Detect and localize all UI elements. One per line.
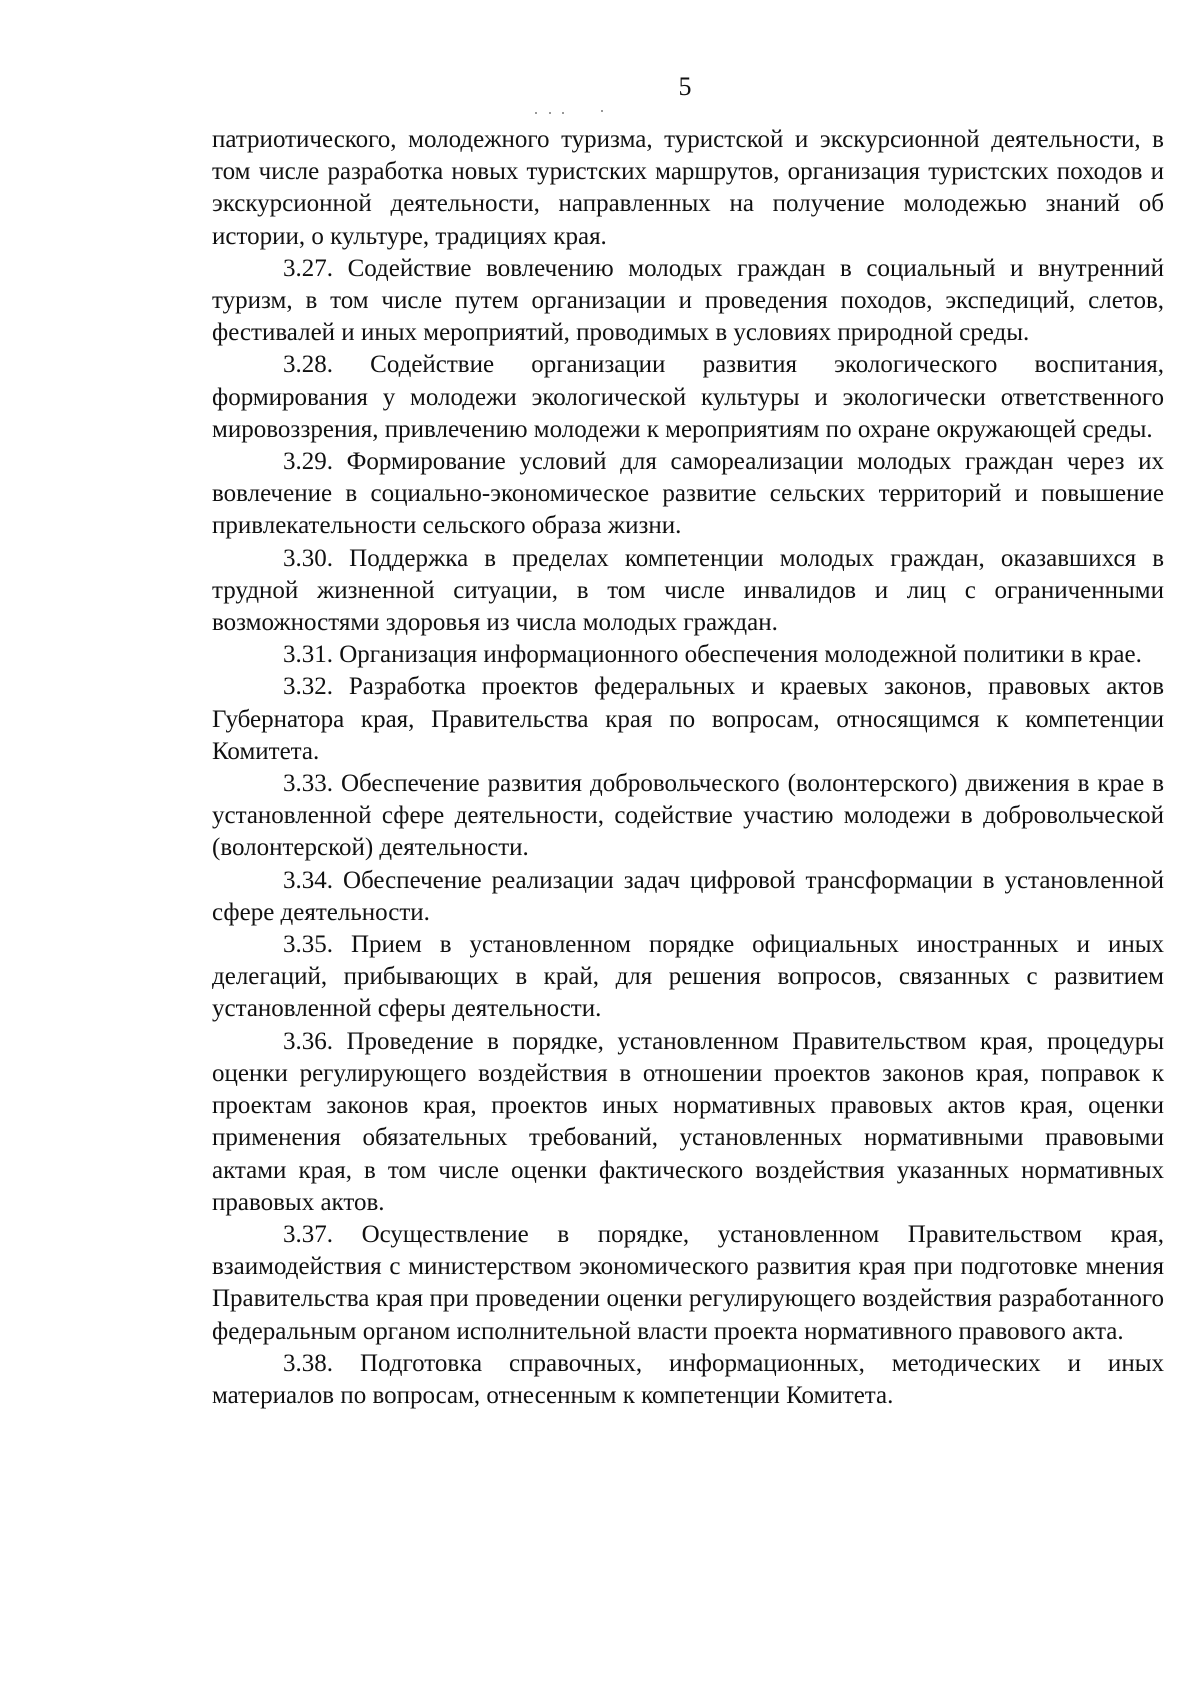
paragraph-number: 3.35. <box>283 931 333 959</box>
paragraph-number: 3.30. <box>283 544 333 572</box>
paragraph-number: 3.37. <box>283 1220 333 1248</box>
paragraph-3-32 <box>212 671 1164 768</box>
document-body <box>212 124 1164 1412</box>
paragraph-3-31 <box>212 639 1164 671</box>
paragraph-text: Содействие вовлечению молодых граждан в социальный и внутренний туризм, в том числе путем организации и проведения походов, экспедиций, слетов, фестивалей и иных мероприятий, проводимых в условиях природной среды. <box>212 254 1164 347</box>
paragraph-3-37 <box>212 1219 1164 1348</box>
paragraph-number: 3.33. <box>283 770 333 798</box>
paragraph-number: 3.27. <box>283 254 333 282</box>
paragraph-text: патриотического, молодежного туризма, туристской и экскурсионной деятельности, в том числе разработка новых туристских маршрутов, организация туристских походов и экскурсионной деятельности, направленных на получение молодежью знаний об истории, о культуре, традициях края. <box>212 126 1164 250</box>
paragraph-text: Прием в установленном порядке официальных иностранных и иных делегаций, прибывающих в край, для решения вопросов, связанных с развитием установленной сферы деятельности. <box>212 931 1164 1023</box>
paragraph-number: 3.28. <box>283 351 333 379</box>
paragraph-number: 3.34. <box>283 866 333 894</box>
paragraph-text: Поддержка в пределах компетенции молодых граждан, оказавшихся в трудной жизненной ситуации, в том числе инвалидов и лиц с ограниченными возможностями здоровья из числа молодых граждан. <box>212 544 1165 637</box>
paragraph-text: Подготовка справочных, информационных, методических и иных материалов по вопросам, отнесенным к компетенции Комитета. <box>212 1349 1164 1409</box>
paragraph-3-38 <box>212 1348 1164 1412</box>
paragraph-3-28 <box>212 349 1164 446</box>
paragraph-text: Обеспечение развития добровольческого (волонтерского) движения в крае в установленной сфере деятельности, содействие участию молодежи в добровольческой (волонтерской) деятельности. <box>212 770 1164 862</box>
paragraph-number: 3.32. <box>283 673 333 701</box>
paragraph-number: 3.31. <box>283 641 333 669</box>
paragraph-number: 3.38. <box>283 1349 333 1377</box>
paragraph-number: 3.36. <box>283 1027 333 1055</box>
paragraph-continuation <box>212 124 1164 253</box>
paragraph-3-29 <box>212 446 1164 543</box>
paragraph-3-33 <box>212 768 1164 865</box>
paragraph-text: Содействие организации развития экологического воспитания, формирования у молодежи экологической культуры и экологически ответственного мировоззрения, привлечению молодежи к мероприятиям по охране окружающей среды. <box>212 351 1165 443</box>
scan-artifact <box>535 112 605 116</box>
paragraph-3-34 <box>212 865 1164 929</box>
paragraph-3-36 <box>212 1026 1164 1219</box>
paragraph-3-27 <box>212 253 1164 350</box>
paragraph-text: Проведение в порядке, установленном Правительством края, процедуры оценки регулирующего воздействия в отношении проектов законов края, поправок к проектам законов края, проектов иных нормативных правовых актов края, оценки применения обязательных требований, установленных нормативными правовыми актами края, в том числе оценки фактического воздействия указанных нормативных правовых актов. <box>212 1027 1164 1216</box>
paragraph-3-30 <box>212 543 1164 640</box>
paragraph-text: Формирование условий для самореализации молодых граждан через их вовлечение в социально-экономическое развитие сельских территорий и повышение привлекательности сельского образа жизни. <box>212 448 1165 540</box>
page-number: 5 <box>678 72 692 101</box>
scan-dot <box>562 112 564 114</box>
scan-dot <box>549 112 551 114</box>
paragraph-3-35 <box>212 929 1164 1026</box>
scan-dot <box>601 110 603 112</box>
paragraph-text: Организация информационного обеспечения молодежной политики в крае. <box>339 641 1142 669</box>
paragraph-text: Осуществление в порядке, установленном Правительством края, взаимодействия с министерством экономического развития края при подготовке мнения Правительства края при проведении оценки регулирующего воздействия разработанного федеральным органом исполнительной власти проекта нормативного правового акта. <box>212 1220 1165 1345</box>
paragraph-text: Разработка проектов федеральных и краевых законов, правовых актов Губернатора края, Правительства края по вопросам, относящимся к компетенции Комитета. <box>212 673 1165 765</box>
paragraph-number: 3.29. <box>283 448 333 476</box>
scan-dot <box>535 112 537 114</box>
paragraph-text: Обеспечение реализации задач цифровой трансформации в установленной сфере деятельности. <box>212 866 1164 926</box>
